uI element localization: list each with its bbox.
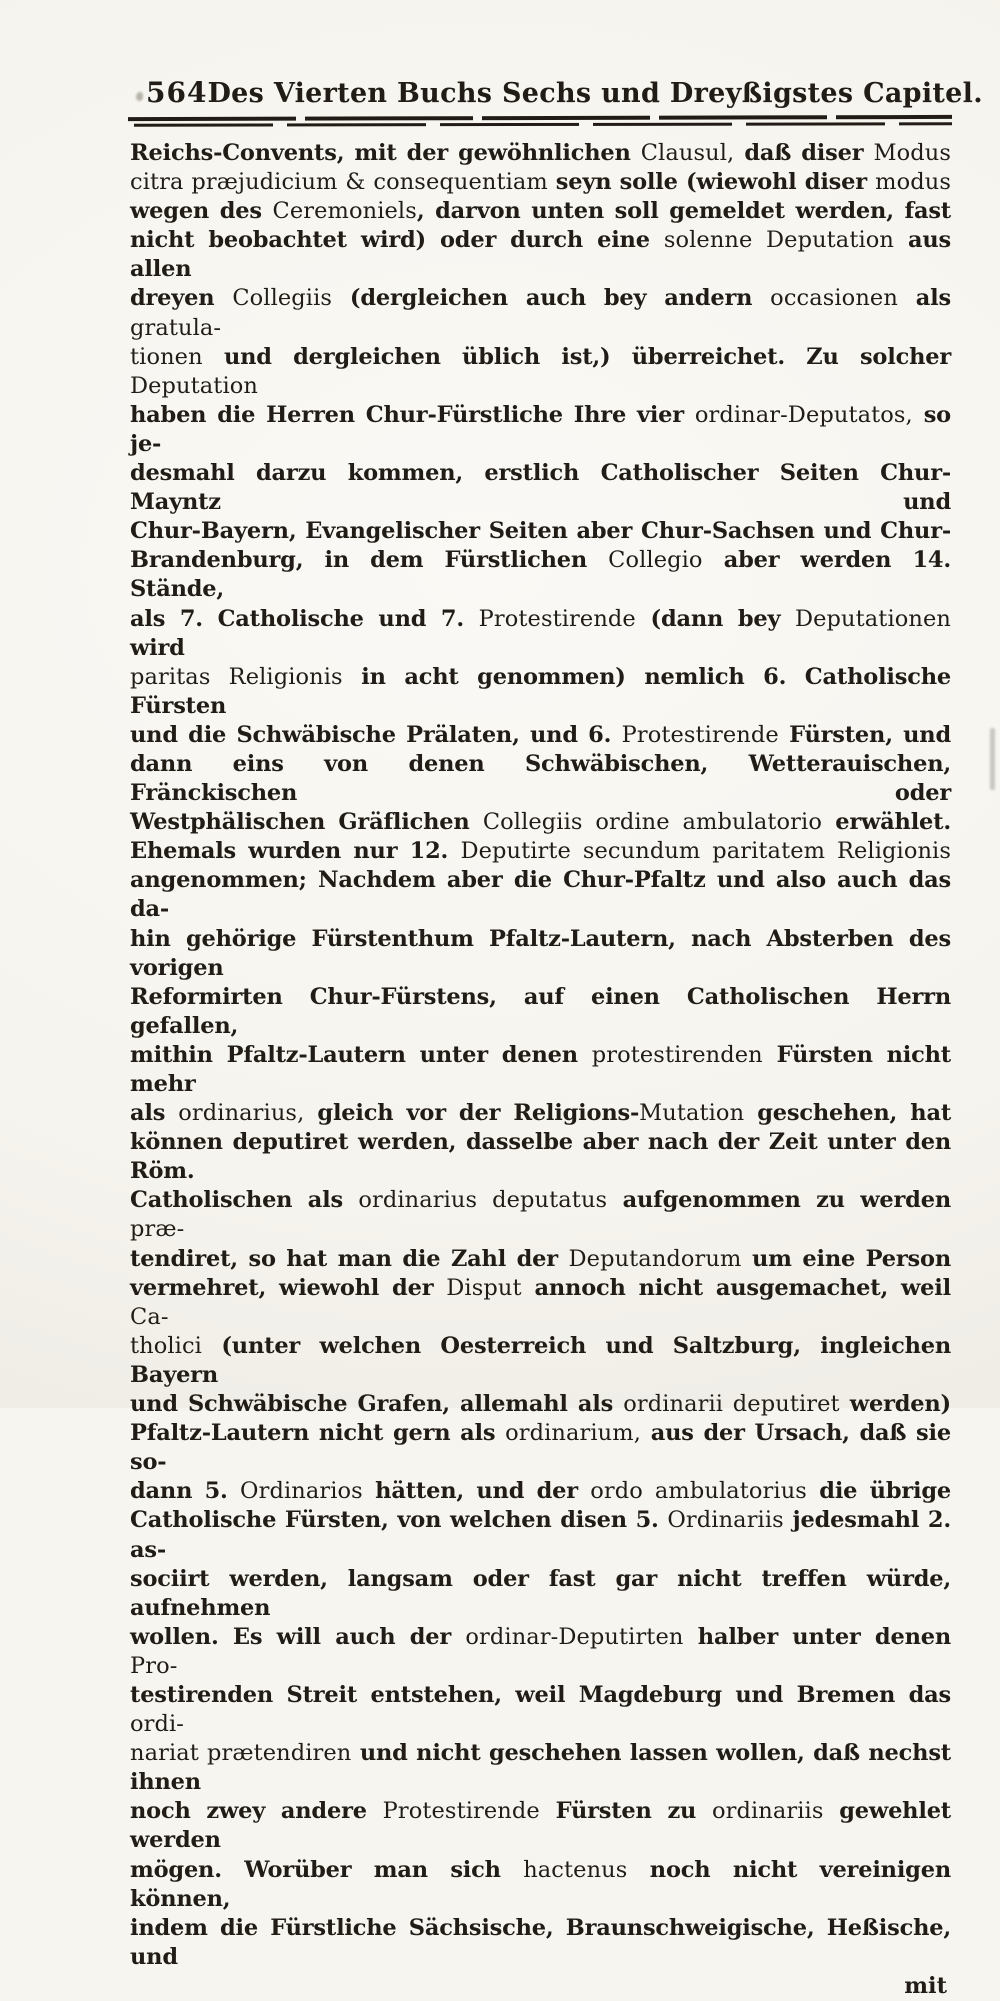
antiqua-text-segment: Protestirende [478, 605, 636, 632]
fraktur-text-segment: werden) [839, 1391, 951, 1418]
antiqua-text-segment: ordinariis [711, 1798, 824, 1825]
fraktur-text-segment: Reichs-Convents, mit der gewöhnlichen [130, 140, 641, 166]
antiqua-text-segment: ordinarius deputatus [358, 1187, 608, 1214]
fraktur-text-segment: indem die Fürstliche Sächsische, Braunschweigische, Heßische, und [130, 1914, 951, 1970]
fraktur-text-segment: mögen. Worüber man sich [130, 1856, 524, 1883]
text-line [130, 1419, 951, 1477]
text-line [130, 226, 951, 284]
antiqua-text-segment: occasionen [770, 285, 898, 312]
text-line [130, 837, 951, 866]
text-line [130, 1797, 951, 1855]
antiqua-text-segment: Deputandorum [568, 1245, 742, 1272]
antiqua-text-segment: ordinar-Deputatos, [694, 401, 913, 428]
antiqua-text-segment: Mutation [639, 1100, 745, 1127]
text-line [130, 1099, 951, 1128]
text-line [130, 663, 951, 721]
antiqua-text-segment: modus [875, 169, 951, 196]
text-line [130, 1274, 951, 1332]
fraktur-text-segment: aus allen [130, 227, 951, 283]
scan-speck-artifact [136, 92, 143, 101]
fraktur-text-segment: tendiret, so hat man die Zahl der [130, 1245, 569, 1272]
fraktur-text-segment: noch zwey andere [130, 1798, 383, 1825]
fraktur-text-segment: dreyen [130, 285, 233, 312]
header-rule-top-line [128, 115, 952, 121]
text-line [130, 808, 951, 837]
text-line [130, 983, 951, 1041]
fraktur-text-segment: desmahl darzu kommen, erstlich Catholischer Seiten Chur-Mayntz und [130, 460, 951, 516]
text-line [130, 1856, 951, 1914]
fraktur-text-segment: (unter welchen Oesterreich und Saltzburg, ingleichen Bayern [130, 1332, 951, 1388]
fraktur-text-segment: in acht genommen) nemlich 6. Catholische Fürsten [130, 663, 951, 719]
fraktur-text-segment: und Schwäbische Grafen, allemahl als [130, 1391, 624, 1418]
text-line [130, 605, 951, 663]
text-line [130, 1565, 951, 1623]
fraktur-text-segment: angenommen; Nachdem aber die Chur-Pfaltz und also auch das da- [130, 867, 951, 923]
fraktur-text-segment: und die Schwäbische Prälaten, und 6. [130, 721, 622, 748]
antiqua-text-segment: Collegio [608, 547, 703, 574]
antiqua-text-segment: ordinarius, [178, 1100, 305, 1127]
fraktur-text-segment: nicht beobachtet wird) oder durch eine [130, 227, 664, 254]
antiqua-text-segment: tionen [130, 343, 203, 370]
text-line [130, 546, 951, 604]
antiqua-text-segment: Protestirende [621, 721, 779, 748]
text-line [130, 1623, 951, 1681]
antiqua-text-segment: ordinar-Deputirten [465, 1623, 684, 1650]
fraktur-text-segment: jedesmahl 2. as- [130, 1507, 951, 1563]
antiqua-text-segment: Collegiis [232, 285, 333, 312]
antiqua-text-segment: Collegiis ordine ambulatorio [482, 809, 822, 836]
text-line [130, 139, 951, 168]
antiqua-text-segment: solenne Deputation [663, 227, 894, 254]
text-line [130, 459, 951, 517]
fraktur-text-segment: wird [130, 634, 185, 661]
fraktur-text-segment: Catholischen als [130, 1187, 359, 1214]
fraktur-text-segment: und nicht geschehen lassen wollen, daß nechst ihnen [130, 1740, 951, 1796]
fraktur-text-segment: halber unter denen [683, 1623, 952, 1650]
running-header-title: Des Vierten Buchs Sechs und Dreyßigstes Capitel. [207, 78, 983, 109]
text-line [130, 1390, 951, 1419]
antiqua-text-segment: Ordinariis [667, 1507, 784, 1534]
antiqua-text-segment: ordinarium, [505, 1420, 641, 1447]
text-line [130, 197, 951, 226]
running-header [130, 76, 983, 109]
fraktur-text-segment: vermehret, wiewohl der [130, 1274, 447, 1301]
antiqua-text-segment: Deputationen [795, 605, 951, 632]
text-line [130, 1914, 951, 1972]
fraktur-text-segment: aus der Ursach, daß sie so- [130, 1420, 951, 1476]
fraktur-text-segment: können deputiret werden, dasselbe aber nach der Zeit unter den Röm. [130, 1129, 951, 1185]
text-line [130, 343, 951, 401]
antiqua-text-segment: ordi- [130, 1711, 185, 1738]
text-line [130, 1186, 951, 1244]
fraktur-text-segment: gleich vor der Religions- [304, 1100, 640, 1127]
fraktur-text-segment: die übrige [806, 1478, 952, 1505]
fraktur-text-segment: , darvon unten soll gemeldet werden, fast [416, 198, 951, 225]
fraktur-text-segment: um eine Person [741, 1245, 951, 1272]
fraktur-text-segment: (dann bey [635, 605, 795, 632]
text-line [130, 1506, 951, 1564]
page-number: 564 [146, 76, 208, 109]
antiqua-text-segment: citra præjudicium & consequentiam [130, 169, 556, 196]
fraktur-text-segment: Fürsten nicht mehr [130, 1041, 951, 1097]
fraktur-text-segment: geschehen, hat [744, 1100, 952, 1127]
text-line [130, 750, 951, 808]
text-line [130, 401, 951, 459]
fraktur-text-segment: dann eins von denen Schwäbischen, Wetterauischen, Fränckischen oder [130, 750, 951, 807]
fraktur-text-segment: Reformirten Chur-Fürstens, auf einen Catholischen Herrn gefallen, [130, 983, 951, 1039]
header-double-rule [128, 116, 952, 126]
antiqua-text-segment: Modus [873, 140, 951, 166]
text-line [130, 1128, 951, 1186]
fraktur-text-segment: Chur-Bayern, Evangelischer Seiten aber Chur-Sachsen und Chur- [130, 518, 951, 545]
header-rule-bottom-line [128, 122, 952, 126]
fraktur-text-segment: hin gehörige Fürstenthum Pfaltz-Lautern, nach Absterben des vorigen [130, 925, 951, 981]
antiqua-text-segment: nariat prætendiren [130, 1740, 352, 1767]
antiqua-text-segment: gratula- [130, 314, 222, 341]
fraktur-text-segment: gewehlet werden [130, 1798, 951, 1854]
antiqua-text-segment: præ- [130, 1216, 185, 1243]
fraktur-text-segment: als [897, 285, 951, 312]
fraktur-text-segment: sociirt werden, langsam oder fast gar nicht treffen würde, aufnehmen [130, 1565, 951, 1621]
antiqua-text-segment: Ordinarios [240, 1478, 363, 1505]
fraktur-text-segment: aufgenommen zu werden [607, 1187, 951, 1214]
antiqua-text-segment: protestirenden [591, 1041, 763, 1068]
fraktur-text-segment: seyn solle (wiewohl diser [555, 169, 876, 196]
antiqua-text-segment: paritas Religionis [130, 663, 343, 690]
antiqua-text-segment: ordinarii deputiret [623, 1391, 840, 1418]
fraktur-text-segment: Westphälischen Gräflichen [130, 809, 483, 836]
text-line [130, 925, 951, 983]
fraktur-text-segment: mithin Pfaltz-Lautern unter denen [130, 1041, 592, 1068]
text-line [130, 1332, 951, 1390]
fraktur-text-segment: Fürsten, und [778, 721, 951, 748]
antiqua-text-segment: tholici [130, 1332, 202, 1359]
text-line [130, 1739, 951, 1797]
antiqua-text-segment: Protestirende [382, 1798, 540, 1825]
antiqua-text-segment: Disput [446, 1274, 522, 1301]
scan-edge-artifact [990, 728, 995, 790]
antiqua-text-segment: ordo ambulatorius [590, 1478, 807, 1505]
fraktur-text-segment: Pfaltz-Lautern nicht gern als [130, 1420, 506, 1447]
fraktur-text-segment: erwählet. [821, 809, 951, 836]
fraktur-text-segment: so je- [130, 401, 951, 457]
fraktur-text-segment: als 7. Catholische und 7. [130, 605, 479, 632]
fraktur-text-segment: wollen. Es will auch der [130, 1623, 466, 1650]
antiqua-text-segment: Deputirte secundum paritatem Religionis [460, 838, 951, 865]
fraktur-text-segment: aber werden 14. Stände, [130, 547, 951, 603]
antiqua-text-segment: Ceremoniels [272, 198, 417, 225]
text-line [130, 168, 951, 197]
catchword: mit [904, 1972, 947, 1999]
fraktur-text-segment: dann 5. [130, 1478, 241, 1505]
text-line [130, 1041, 951, 1099]
antiqua-text-segment: Clausul, [640, 140, 735, 166]
text-line [130, 284, 951, 342]
text-line [130, 1681, 951, 1739]
antiqua-text-segment: hactenus [523, 1856, 628, 1883]
fraktur-text-segment: Fürsten zu [539, 1798, 712, 1825]
text-line [130, 1477, 951, 1506]
fraktur-text-segment: hätten, und der [362, 1478, 591, 1505]
fraktur-text-segment: Ehemals wurden nur 12. [130, 838, 461, 865]
text-line [130, 517, 951, 546]
fraktur-text-segment: wegen des [130, 198, 273, 225]
text-line [130, 1245, 951, 1274]
fraktur-text-segment: haben die Herren Chur-Fürstliche Ihre vier [130, 401, 695, 428]
fraktur-text-segment: noch nicht vereinigen können, [130, 1856, 951, 1912]
fraktur-text-segment: annoch nicht ausgemachet, weil [521, 1274, 951, 1301]
fraktur-text-segment: (dergleichen auch bey andern [332, 285, 771, 312]
fraktur-text-segment: Brandenburg, in dem Fürstlichen [130, 547, 609, 574]
text-line [130, 721, 951, 750]
antiqua-text-segment: Deputation [130, 372, 258, 399]
fraktur-text-segment: testirenden Streit entstehen, weil Magdeburg und Bremen das [130, 1681, 951, 1708]
antiqua-text-segment: Ca- [130, 1303, 169, 1330]
fraktur-text-segment: und dergleichen üblich ist,) überreichet. Zu solcher [202, 343, 951, 370]
fraktur-text-segment: daß diser [734, 140, 874, 166]
body-text [130, 139, 951, 2001]
fraktur-text-segment: als [130, 1100, 179, 1127]
text-line [130, 866, 951, 924]
antiqua-text-segment: Pro- [130, 1652, 178, 1679]
fraktur-text-segment: Catholische Fürsten, von welchen disen 5. [130, 1507, 668, 1534]
